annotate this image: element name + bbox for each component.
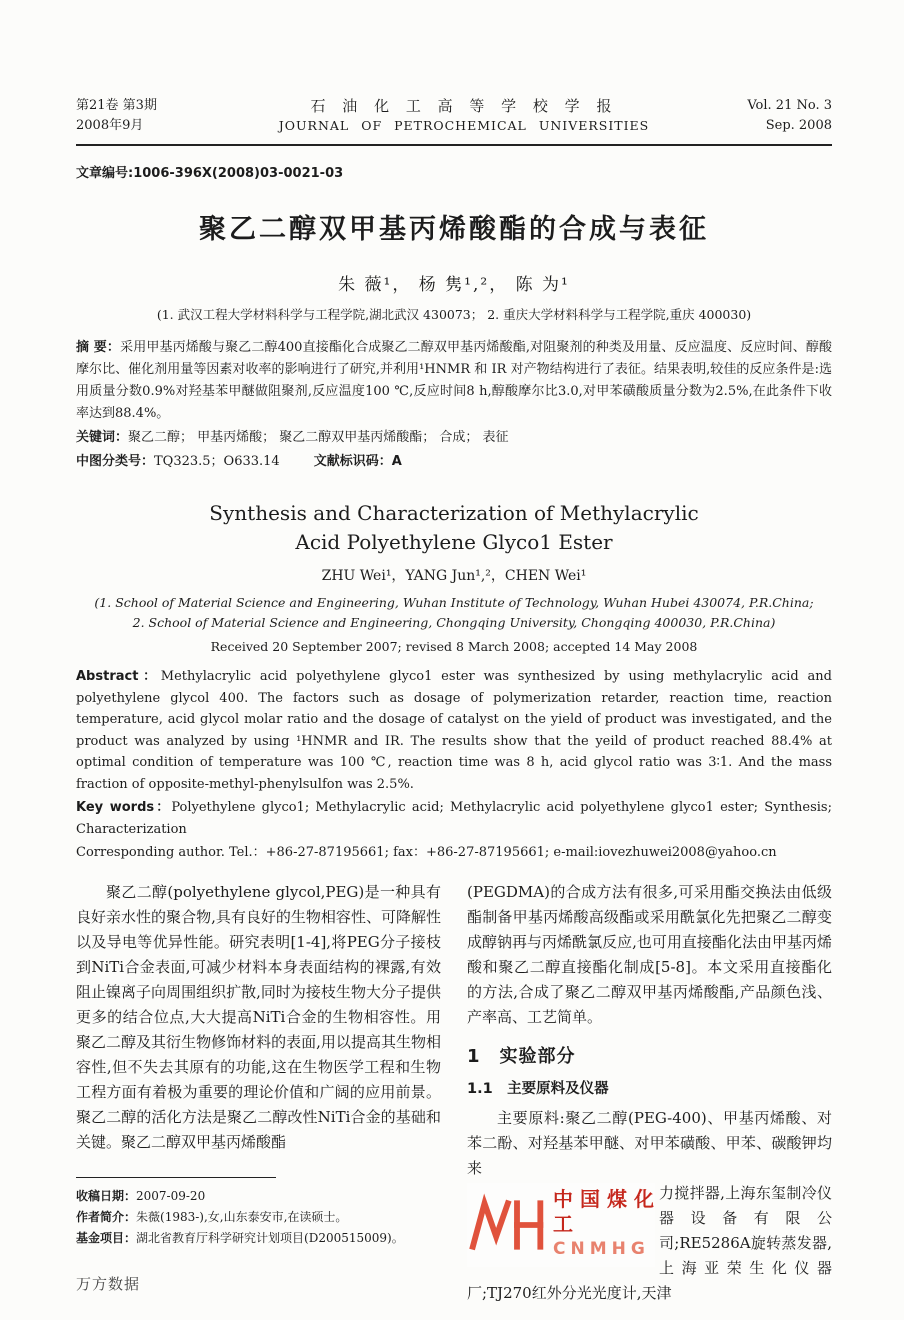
footnote-received bbox=[76, 1186, 441, 1207]
footnote-funding-text: 湖北省教育厅科学研究计划项目(D200515009)。 bbox=[136, 1230, 404, 1245]
footnote-funding bbox=[76, 1228, 441, 1249]
clc-value: TQ323.5；O633.14 bbox=[154, 454, 280, 469]
header-divider bbox=[76, 144, 832, 146]
body-paragraph-right-1: (PEGDMA)的合成方法有很多,可采用酯交换法由低级酯制备甲基丙烯酸高级酯或采用酰氯化先把聚乙二醇变成醇钠再与丙烯酰氯反应,也可用直接酯化法由甲基丙烯酸和聚乙二醇直接酯化制成[5-8]。本文采用直接酯化的方法,合成了聚乙二醇双甲基丙烯酸酯,产品颜色浅、产率高、工艺简单。 bbox=[467, 882, 832, 1026]
footnote-biography-text: 朱薇(1983-),女,山东泰安市,在读硕士。 bbox=[136, 1209, 348, 1224]
journal-header bbox=[76, 96, 832, 136]
article-number: 文章编号:1006-396X(2008)03-0021-03 bbox=[76, 166, 344, 181]
body-paragraph-right-3 bbox=[467, 1181, 832, 1306]
footnote-received-label: 收稿日期： bbox=[76, 1188, 137, 1203]
section-1-heading: 1 实验部分 bbox=[467, 1045, 576, 1067]
right-column bbox=[467, 880, 832, 1306]
volume-issue-en: Vol. 21 No. 3 bbox=[747, 98, 832, 113]
article-title-en-line2: Acid Polyethylene Glyco1 Ester bbox=[295, 530, 613, 554]
abstract-en bbox=[76, 666, 832, 795]
footnote-biography bbox=[76, 1207, 441, 1228]
cnmhg-logo-icon bbox=[467, 1190, 547, 1260]
abstract-cn-label: 摘 要： bbox=[76, 340, 121, 355]
article-title-en-line1: Synthesis and Characterization of Methylacrylic bbox=[209, 501, 699, 525]
date-en: Sep. 2008 bbox=[765, 118, 832, 133]
abstract-en-label: Abstract： bbox=[76, 669, 161, 684]
left-column bbox=[76, 880, 441, 1306]
affiliation-en-line1: (1. School of Material Science and Engineering, Wuhan Institute of Technology, Wuhan Hubei 430074, P.R.China; bbox=[94, 595, 814, 610]
abstract-cn-text: 采用甲基丙烯酸与聚乙二醇400直接酯化合成聚乙二醇双甲基丙烯酸酯,对阻聚剂的种类及用量、反应温度、反应时间、醇酸摩尔比、催化剂用量等因素对收率的影响进行了研究,并利用¹HNMR 和 IR 对产物结构进行了表征。结果表明,较佳的反应条件是:选用质量分数0.9%对羟基苯甲醚做阻聚剂,反应温度100 ℃,反应时间8 h,醇酸摩尔比3.0,对甲苯磺酸质量分数为2.5%,在此条件下收率达到88.4%。 bbox=[76, 340, 832, 421]
body-paragraph-right-3-text: 力搅拌器,上海东玺制冷仪器设备有限公司;RE5286A旋转蒸发器,上海亚荣生化仪器厂;TJ270红外分光光度计,天津 bbox=[467, 1183, 832, 1302]
keywords-en-label: Key words： bbox=[76, 800, 172, 815]
corresponding-author-line: Corresponding author. Tel.：+86-27-87195661; fax：+86-27-87195661; e-mail:iovezhuwei2008@yahoo.cn bbox=[76, 845, 777, 860]
keywords-cn-text: 聚乙二醇； 甲基丙烯酸； 聚乙二醇双甲基丙烯酸酯； 合成； 表征 bbox=[128, 430, 509, 445]
header-volume-info bbox=[682, 96, 832, 136]
footnote-funding-label: 基金项目： bbox=[76, 1230, 137, 1245]
article-title-en bbox=[76, 499, 832, 557]
affiliation-cn: (1. 武汉工程大学材料科学与工程学院,湖北武汉 430073； 2. 重庆大学材料科学与工程学院,重庆 400030) bbox=[156, 307, 752, 322]
abstract-en-text: Methylacrylic acid polyethylene glyco1 ester was synthesized by using methylacrylic acid and polyethylene glycol 400. The factors such as dosage of polymerization retarder, reaction time, reaction temperature, acid glycol molar ratio and the dosage of catalyst on the yield of product was investigated, and the product was analyzed by using ¹HNMR and IR. The results show that the yeild of product reached 88.4% at optimal condition of temperature was 100 ℃, reaction time was 8 h, acid glycol ratio was 3∶1. And the mass fraction of opposite-methyl-phenylsulfon was 2.5%. bbox=[76, 669, 832, 792]
keywords-en-text: Polyethylene glyco1; Methylacrylic acid; Methylacrylic acid polyethylene glyco1 ester; Synthesis; Characterization bbox=[76, 800, 832, 837]
received-dates: Received 20 September 2007; revised 8 March 2008; accepted 14 May 2008 bbox=[210, 639, 698, 654]
two-column-body bbox=[76, 880, 832, 1306]
footnote-biography-label: 作者简介： bbox=[76, 1209, 137, 1224]
doc-code: 文献标识码：A bbox=[313, 454, 402, 469]
keywords-en bbox=[76, 797, 832, 840]
keywords-cn-label: 关键词： bbox=[76, 430, 129, 445]
section-1-1-heading: 1.1 主要原料及仪器 bbox=[467, 1080, 609, 1097]
page-content bbox=[76, 0, 832, 1306]
affiliation-en-line2: 2. School of Material Science and Engineering, Chongqing University, Chongqing 400030, P.R.China) bbox=[132, 615, 776, 630]
abstract-cn bbox=[76, 337, 832, 425]
watermark-text-en: CNMHG bbox=[553, 1239, 650, 1259]
date-cn: 2008年9月 bbox=[76, 118, 144, 133]
cnmhg-watermark-text bbox=[553, 1187, 655, 1262]
footnote-divider bbox=[76, 1177, 276, 1178]
keywords-cn bbox=[76, 427, 832, 449]
authors-cn: 朱 薇¹， 杨 隽¹,²， 陈 为¹ bbox=[338, 275, 570, 295]
journal-title-block bbox=[246, 96, 682, 136]
body-paragraph-left: 聚乙二醇(polyethylene glycol,PEG)是一种具有良好亲水性的聚合物,具有良好的生物相容性、可降解性以及导电等优异性能。研究表明[1-4],将PEG分子接枝到NiTi合金表面,可减少材料本身表面结构的裸露,有效阻止镍离子向周围组织扩散,同时为接枝生物大分子提供更多的结合位点,大大提高NiTi合金的生物相容性。用聚乙二醇及其衍生物修饰材料的表面,用以提高其生物相容性,但不失去其原有的功能,这在生物医学工程和生物工程方面有着极为重要的理论价值和广阔的应用前景。聚乙二醇的活化方法是聚乙二醇改性NiTi合金的基础和关键。聚乙二醇双甲基丙烯酸酯 bbox=[76, 882, 441, 1151]
journal-title-cn: 石 油 化 工 高 等 学 校 学 报 bbox=[310, 97, 618, 115]
footnote-received-text: 2007-09-20 bbox=[136, 1188, 206, 1203]
affiliation-en bbox=[76, 593, 832, 633]
header-issue-info bbox=[76, 96, 246, 136]
clc-label: 中图分类号： bbox=[76, 454, 155, 469]
watermark-text-cn: 中国煤化工 bbox=[553, 1187, 655, 1236]
journal-title-en: JOURNAL OF PETROCHEMICAL UNIVERSITIES bbox=[278, 118, 650, 133]
footnote-block bbox=[76, 1177, 441, 1249]
body-paragraph-right-2: 主要原料:聚乙二醇(PEG-400)、甲基丙烯酸、对苯二酚、对羟基苯甲醚、对甲苯磺酸、甲苯、碳酸钾均来 bbox=[467, 1108, 832, 1177]
volume-issue-cn: 第21卷 第3期 bbox=[76, 98, 157, 113]
classification-line bbox=[76, 451, 832, 473]
article-title-cn: 聚乙二醇双甲基丙烯酸酯的合成与表征 bbox=[199, 214, 709, 245]
authors-en: ZHU Wei¹，YANG Jun¹,²，CHEN Wei¹ bbox=[321, 568, 587, 584]
wanfang-data-mark: 万方数据 bbox=[76, 1275, 141, 1293]
cnmhg-watermark bbox=[467, 1183, 655, 1267]
